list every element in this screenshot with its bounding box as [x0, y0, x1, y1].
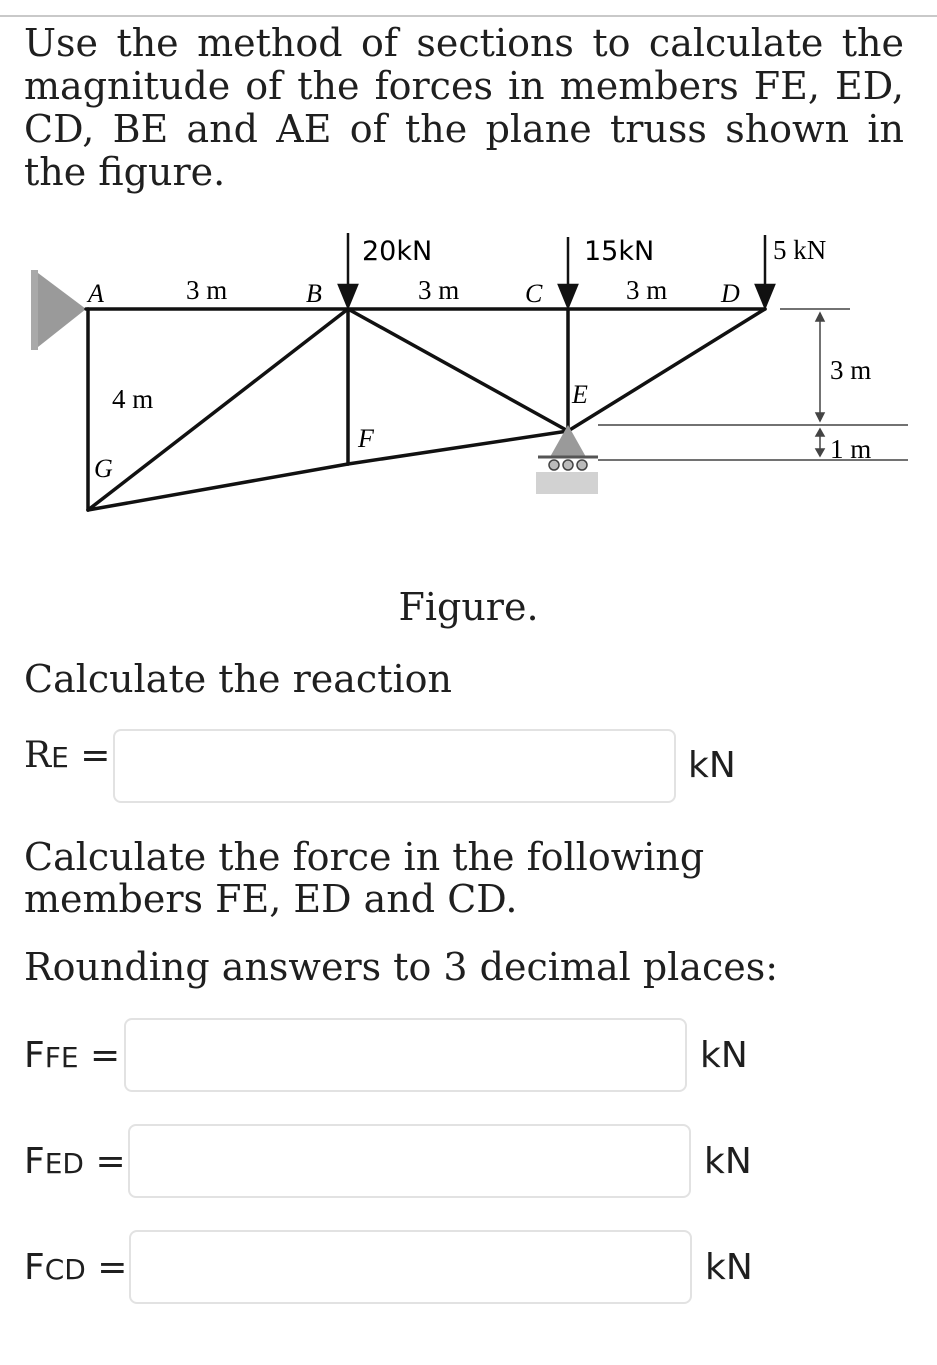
members-prompt: Calculate the force in the following members FE, ED and CD. — [24, 835, 705, 921]
figure-caption: Figure. — [398, 585, 539, 629]
node-label-d: D — [721, 279, 740, 308]
reaction-label: RE = — [24, 735, 111, 776]
dim-label-height: 4 m — [112, 384, 154, 414]
node-label-c: C — [525, 279, 543, 308]
answer-input-cd[interactable] — [129, 1230, 692, 1304]
member-ed — [568, 309, 765, 431]
member-gf — [88, 464, 348, 510]
node-label-f: F — [358, 424, 374, 453]
node-label-e: E — [572, 380, 588, 409]
answer-label-ed: FED = — [24, 1141, 126, 1182]
answer-unit-ed: kN — [704, 1141, 752, 1182]
pin-support-a — [38, 273, 86, 347]
reaction-input[interactable] — [113, 729, 676, 803]
top-divider — [0, 15, 937, 17]
dim-label-right-lower: 1 m — [830, 434, 872, 464]
node-label-b: B — [306, 279, 322, 308]
answer-input-fe[interactable] — [124, 1018, 687, 1092]
rounding-prompt: Rounding answers to 3 decimal places: — [24, 945, 779, 989]
load-label-15kn: 15kN — [584, 236, 655, 267]
member-fe — [348, 431, 568, 464]
load-label-5kn: 5 kN — [773, 235, 827, 265]
answer-label-fe: FFE = — [24, 1035, 121, 1076]
truss-figure — [28, 225, 908, 515]
answer-unit-cd: kN — [705, 1247, 753, 1288]
wall-support — [31, 270, 38, 350]
answer-unit-fe: kN — [700, 1035, 748, 1076]
question-text: Use the method of sections to calculate the magnitude of the forces in members FE, ED, CD, BE and AE of the plane truss shown in the figure. — [24, 21, 904, 194]
reaction-unit: kN — [688, 745, 736, 786]
dim-label-bc: 3 m — [418, 275, 460, 305]
answer-label-cd: FCD = — [24, 1247, 128, 1288]
dim-label-right-upper: 3 m — [830, 355, 872, 385]
load-label-20kn: 20kN — [362, 236, 433, 267]
member-be — [348, 309, 568, 431]
reaction-prompt: Calculate the reaction — [24, 657, 452, 701]
node-label-g: G — [94, 454, 113, 483]
dim-label-cd: 3 m — [626, 275, 668, 305]
dim-label-ab: 3 m — [186, 275, 228, 305]
answer-input-ed[interactable] — [128, 1124, 691, 1198]
node-label-a: A — [88, 279, 104, 308]
